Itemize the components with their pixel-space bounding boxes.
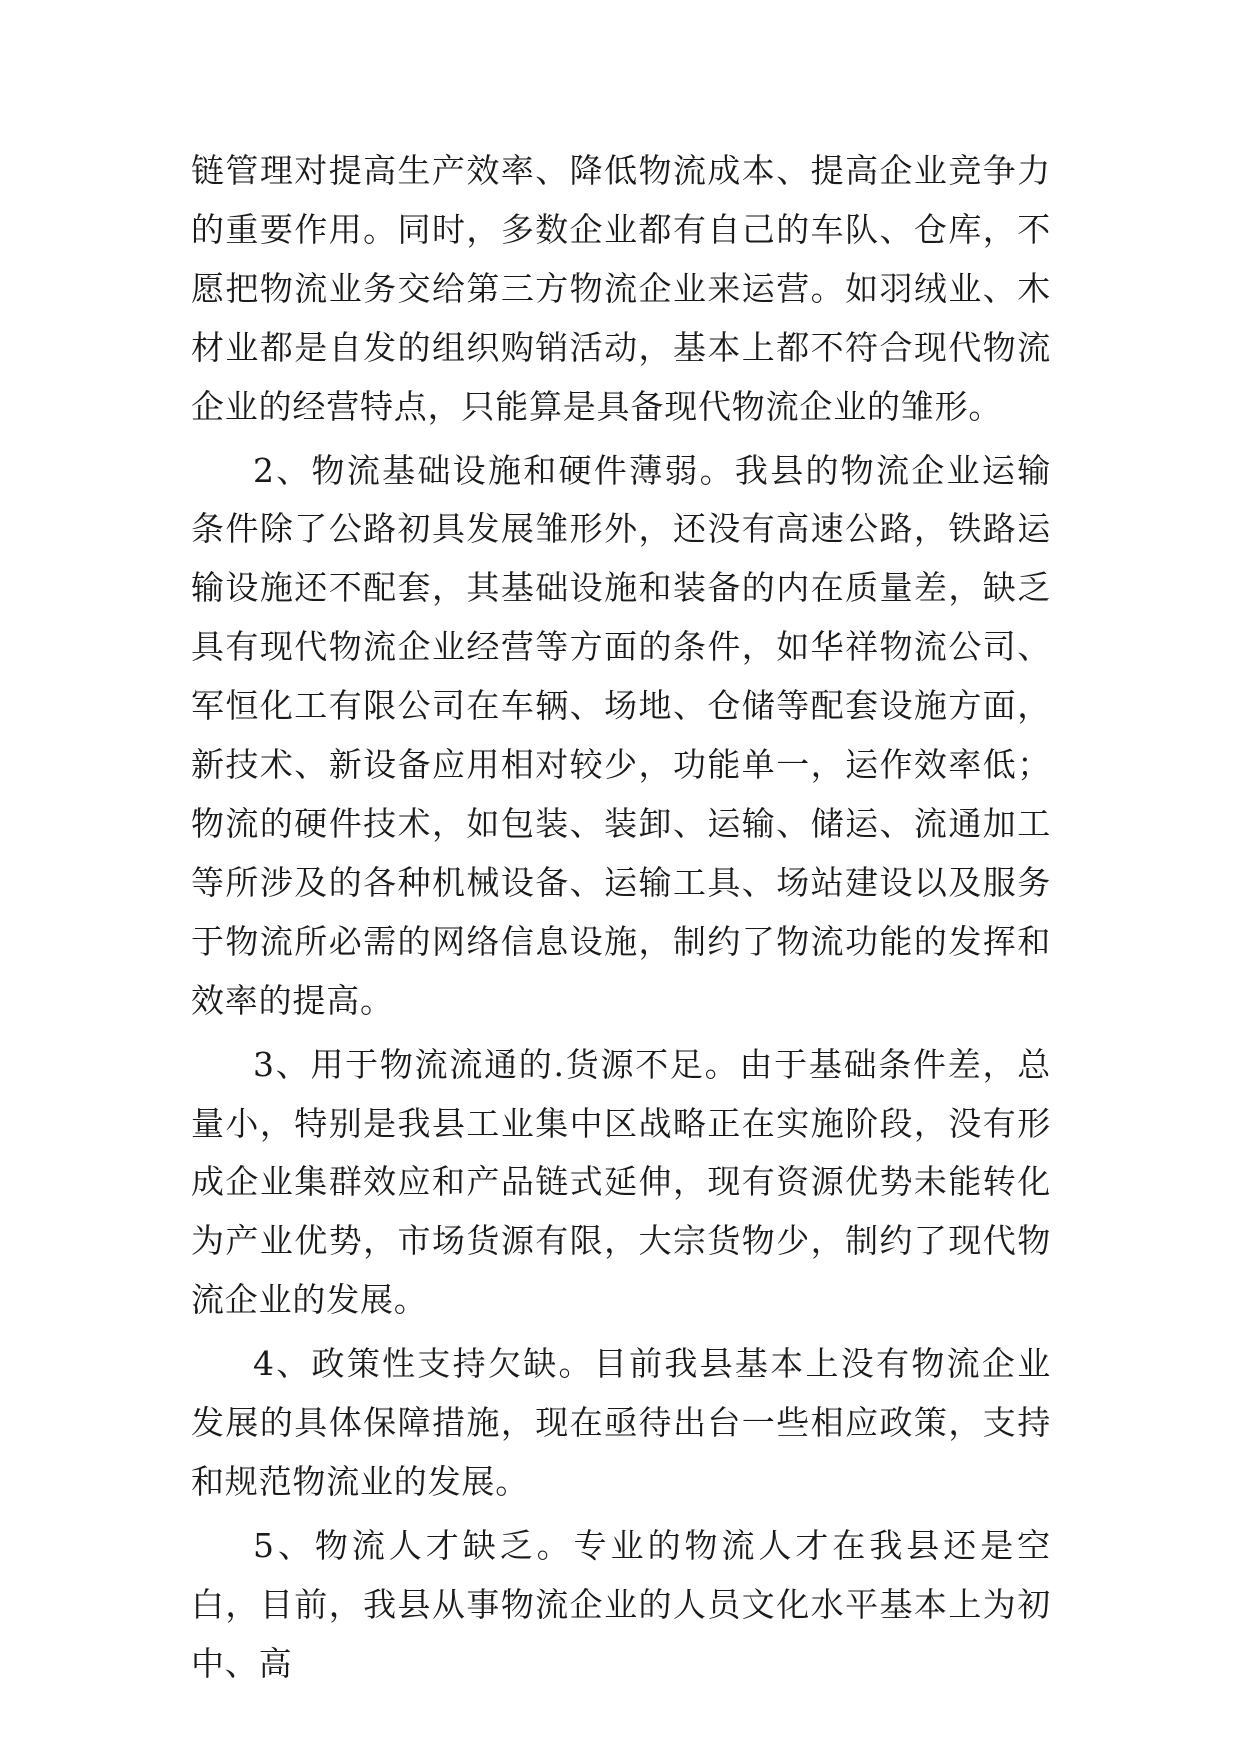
paragraph-item-2: 2、物流基础设施和硬件薄弱。我县的物流企业运输条件除了公路初具发展雏形外，还没有高速公路，铁路运输设施还不配套，其基础设施和装备的内在质量差，缺乏具有现代物流企业经营等方面的条件，如华祥物流公司、军恒化工有限公司在车辆、场地、仓储等配套设施方面，新技术、新设备应用相对较少，功能单一，运作效率低；物流的硬件技术，如包装、装卸、运输、储运、流通加工等所涉及的各种机械设备、运输工具、场站建设以及服务于物流所必需的网络信息设施，制约了物流功能的发挥和效率的提高。 (191, 450, 1051, 1020)
paragraph-item-3: 3、用于物流流通的.货源不足。由于基础条件差，总量小，特别是我县工业集中区战略正在实施阶段，没有形成企业集群效应和产品链式延伸，现有资源优势未能转化为产业优势，市场货源有限，大宗货物少，制约了现代物流企业的发展。 (191, 1044, 1051, 1320)
paragraph-continuation: 链管理对提高生产效率、降低物流成本、提高企业竞争力的重要作用。同时，多数企业都有自己的车队、仓库，不愿把物流业务交给第三方物流企业来运营。如羽绒业、木材业都是自发的组织购销活动，基本上都不符合现代物流企业的经营特点，只能算是具备现代物流企业的雏形。 (191, 151, 1051, 426)
paragraph-item-5: 5、物流人才缺乏。专业的物流人才在我县还是空白，目前，我县从事物流企业的人员文化水平基本上为初中、高 (191, 1525, 1051, 1683)
paragraph-item-4: 4、政策性支持欠缺。目前我县基本上没有物流企业发展的具体保障措施，现在亟待出台一些相应政策，支持和规范物流业的发展。 (191, 1344, 1051, 1501)
document-page (191, 142, 1051, 1694)
